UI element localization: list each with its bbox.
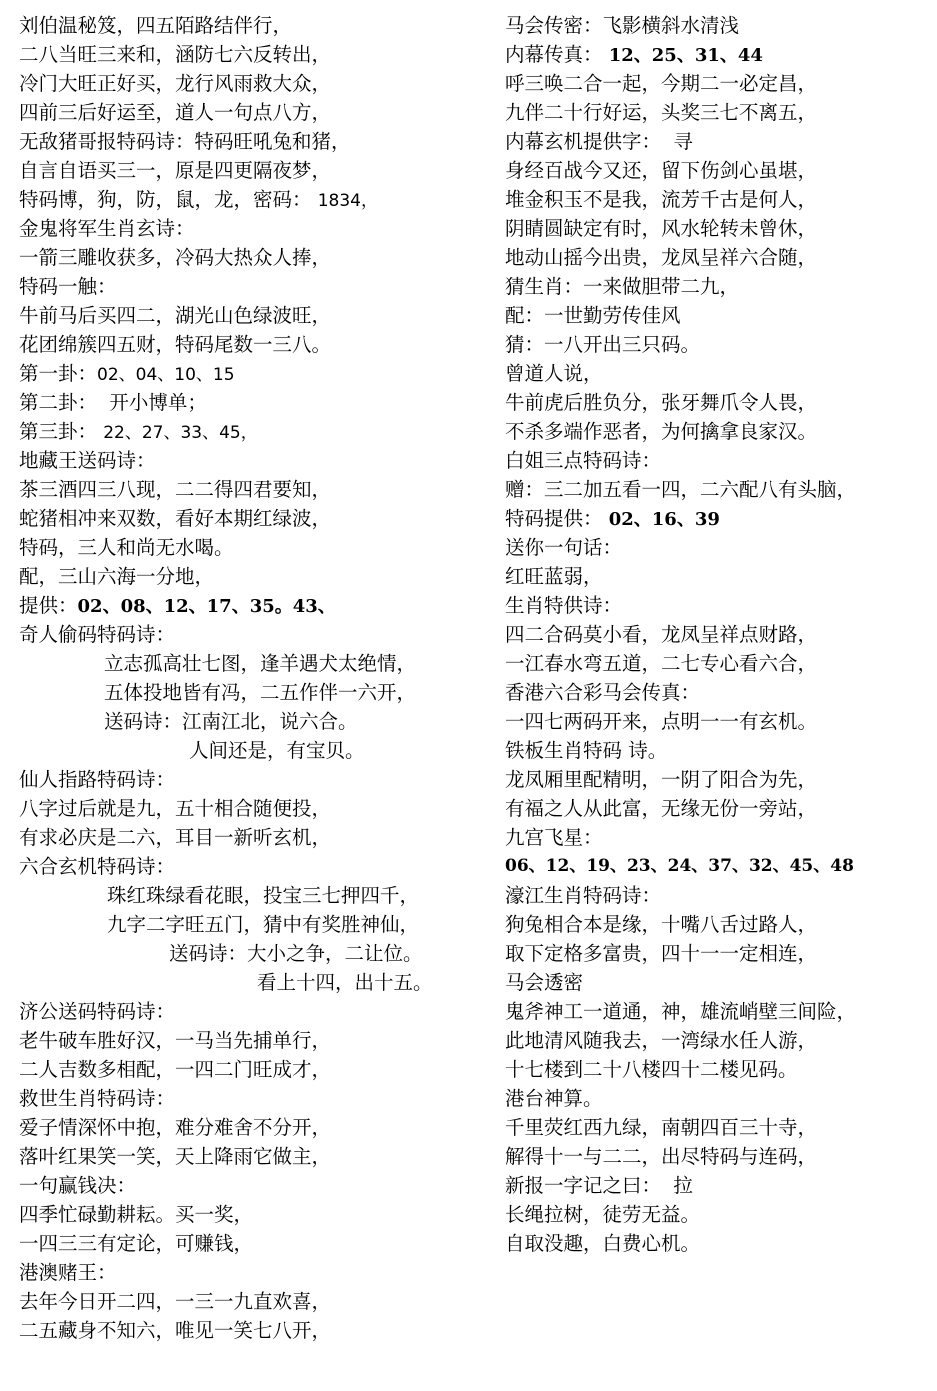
text-line: 蛇猪相冲来双数，看好本期红绿波，: [19, 507, 332, 530]
text-line: 内幕玄机提供字： 寻: [505, 130, 693, 153]
section-heading: 奇人偷码特码诗：: [19, 623, 176, 646]
text-line: 堆金积玉不是我，流芳千古是何人，: [505, 188, 818, 211]
text-line: 九伴二十行好运，头奖三七不离五，: [505, 101, 818, 124]
text-line: 自言自语买三一，原是四更隔夜梦，: [19, 159, 332, 182]
text-line: 老牛破车胜好汉，一马当先捕单行，: [19, 1029, 332, 1052]
text-line: 落叶红果笑一笑，天上降雨它做主，: [19, 1145, 332, 1168]
text-line: 取下定格多富贵，四十一一定相连，: [505, 942, 818, 965]
text-line: 四季忙碌勤耕耘。买一奖，: [19, 1203, 254, 1226]
text-line: 不杀多端作恶者，为何擒拿良家汉。: [505, 420, 818, 443]
section-heading: 六合玄机特码诗：: [19, 855, 176, 878]
section-heading: 生肖特供诗：: [505, 594, 623, 617]
text-line: 二人吉数多相配，一四二门旺成才，: [19, 1058, 332, 1081]
section-heading: 救世生肖特码诗：: [19, 1087, 176, 1110]
text-line: 配，三山六海一分地，: [19, 565, 215, 588]
text-line: 刘伯温秘笈，四五陌路结伴行，: [19, 14, 293, 37]
number-list: 12、25、31、44: [608, 45, 763, 66]
poem-line: 立志孤高壮七图，逢羊遇犬太绝情，: [104, 652, 417, 675]
text-line: [19, 185, 489, 214]
number-list: 06、12、19、23、24、37、32、45、48: [505, 856, 854, 876]
text-line: 茶三酒四三八现，二二得四君要知，: [19, 478, 332, 501]
text-line: 狗兔相合本是缘，十嘴八舌过路人，: [505, 913, 818, 936]
text-line: 身经百战今又还，留下伤剑心虽堪，: [505, 159, 818, 182]
text-line: 有福之人从此富，无缘无份一旁站，: [505, 797, 818, 820]
section-heading: 马会透密: [505, 971, 584, 994]
poem-line: 九字二字旺五门，猜中有奖胜神仙，: [107, 913, 420, 936]
text-line: 花团绵簇四五财，特码尾数一三八。: [19, 333, 332, 356]
text-line: 鬼斧神工一道通，神，雄流峭壁三间险，: [505, 1000, 857, 1023]
number-list: 02、08、12、17、35。43、: [77, 596, 336, 617]
text-line: 地动山摇今出贵，龙凤呈祥六合随，: [505, 246, 818, 269]
section-heading: 一句赢钱决：: [19, 1174, 137, 1197]
text-line: 爱子情深怀中抱，难分难舍不分开，: [19, 1116, 332, 1139]
line-label: 特码博，狗，防，鼠，龙，密码：: [19, 188, 312, 211]
text-line: 牛前马后买四二，湖光山色绿波旺，: [19, 304, 332, 327]
line-label: 第一卦：: [19, 362, 98, 385]
line-label: 第二卦：: [19, 391, 98, 414]
line-label: 特码提供：: [505, 507, 603, 530]
text-line: 马会传密：飞影横斜水清浅: [505, 14, 740, 37]
text-line: [19, 388, 489, 417]
text-line: [19, 417, 489, 446]
section-heading: 白姐三点特码诗：: [505, 449, 662, 472]
poem-line: 送码诗：大小之争，二让位。: [169, 942, 423, 965]
text-line: 二五藏身不知六，唯见一笑七八开，: [19, 1319, 332, 1342]
text-line: 龙凤厢里配精明，一阴了阳合为先，: [505, 768, 818, 791]
section-heading: 仙人指路特码诗：: [19, 768, 176, 791]
number-list: 02、04、10、15: [97, 365, 235, 385]
section-heading: 濠江生肖特码诗：: [505, 884, 662, 907]
text-line: 冷门大旺正好买，龙行风雨救大众，: [19, 72, 332, 95]
poem-line: 看上十四，出十五。: [257, 971, 433, 994]
line-label: 内幕传真：: [505, 43, 603, 66]
section-heading: 特码一触：: [19, 275, 117, 298]
text-line: 一四七两码开来，点明一一有玄机。: [505, 710, 818, 733]
text-line: 特码，三人和尚无水喝。: [19, 536, 234, 559]
text-line: 四前三后好运至，道人一句点八方，: [19, 101, 332, 124]
text-line: 长绳拉树，徒劳无益。: [505, 1203, 701, 1226]
text-line: 十七楼到二十八楼四十二楼见码。: [505, 1058, 798, 1081]
line-label: 第三卦：: [19, 420, 98, 443]
section-heading: 铁板生肖特码 诗。: [505, 739, 668, 762]
poem-line: 珠红珠绿看花眼，投宝三七押四千，: [107, 884, 420, 907]
section-heading: 曾道人说，: [505, 362, 603, 385]
text-line: 去年今日开二四，一三一九直欢喜，: [19, 1290, 332, 1313]
line-label: 提供：: [19, 594, 78, 617]
section-heading: 济公送码特码诗：: [19, 1000, 176, 1023]
text-line: 自取没趣，白费心机。: [505, 1232, 701, 1255]
text-line: 配：一世勤劳传佳风: [505, 304, 681, 327]
text-line: 阴睛圆缺定有时，风水轮转未曾休，: [505, 217, 818, 240]
text-line: 千里荧红西九绿，南朝四百三十寺，: [505, 1116, 818, 1139]
poem-line: 人间还是，有宝贝。: [189, 739, 365, 762]
poem-line: 五体投地皆有冯，二五作伴一六开，: [104, 681, 417, 704]
text-line: 呼三唤二合一起，今期二一必定昌，: [505, 72, 818, 95]
text-line: 一江春水弯五道，二七专心看六合，: [505, 652, 818, 675]
text-line: 有求必庆是二六，耳目一新听玄机，: [19, 826, 332, 849]
text-line: 红旺蓝弱，: [505, 565, 603, 588]
number-list: 22、27、33、45，: [103, 423, 258, 443]
text-line: [19, 591, 489, 620]
left-column: [19, 11, 489, 1345]
text-line: 赠：三二加五看一四，二六配八有头脑，: [505, 478, 857, 501]
section-heading: 香港六合彩马会传真：: [505, 681, 701, 704]
text-line: 解得十一与二二，出尽特码与连码，: [505, 1145, 818, 1168]
text-line: 牛前虎后胜负分，张牙舞爪令人畏，: [505, 391, 818, 414]
text-line: 一四三三有定论，可赚钱，: [19, 1232, 254, 1255]
section-heading: 金鬼将军生肖玄诗：: [19, 217, 195, 240]
section-heading: 港澳赌王：: [19, 1261, 117, 1284]
text-line: 无敌猪哥报特码诗：特码旺吼兔和猪，: [19, 130, 351, 153]
text-line: 一箭三雕收获多，冷码大热众人捧，: [19, 246, 332, 269]
section-heading: 九宫飞星：: [505, 826, 603, 849]
poem-line: 送码诗：江南江北，说六合。: [104, 710, 358, 733]
number-list: 02、16、39: [608, 509, 720, 530]
line-value: 开小博单；: [109, 391, 207, 414]
section-heading: 港台神算。: [505, 1087, 603, 1110]
text-line: 此地清风随我去，一湾绿水任人游，: [505, 1029, 818, 1052]
text-line: 猜生肖：一来做胆带二九，: [505, 275, 740, 298]
section-heading: 送你一句话：: [505, 536, 623, 559]
text-line: [505, 504, 930, 533]
text-line: 四二合码莫小看，龙凤呈祥点财路，: [505, 623, 818, 646]
text-line: 新报一字记之曰： 拉: [505, 1174, 693, 1197]
text-line: [505, 40, 930, 69]
text-line: [19, 359, 489, 388]
section-heading: 地藏王送码诗：: [19, 449, 156, 472]
text-line: 八字过后就是九，五十相合随便投，: [19, 797, 332, 820]
code-number: 1834，: [317, 191, 378, 211]
right-column: [505, 11, 930, 1258]
text-line: 猜：一八开出三只码。: [505, 333, 701, 356]
text-line: 二八当旺三来和，涵防七六反转出，: [19, 43, 332, 66]
